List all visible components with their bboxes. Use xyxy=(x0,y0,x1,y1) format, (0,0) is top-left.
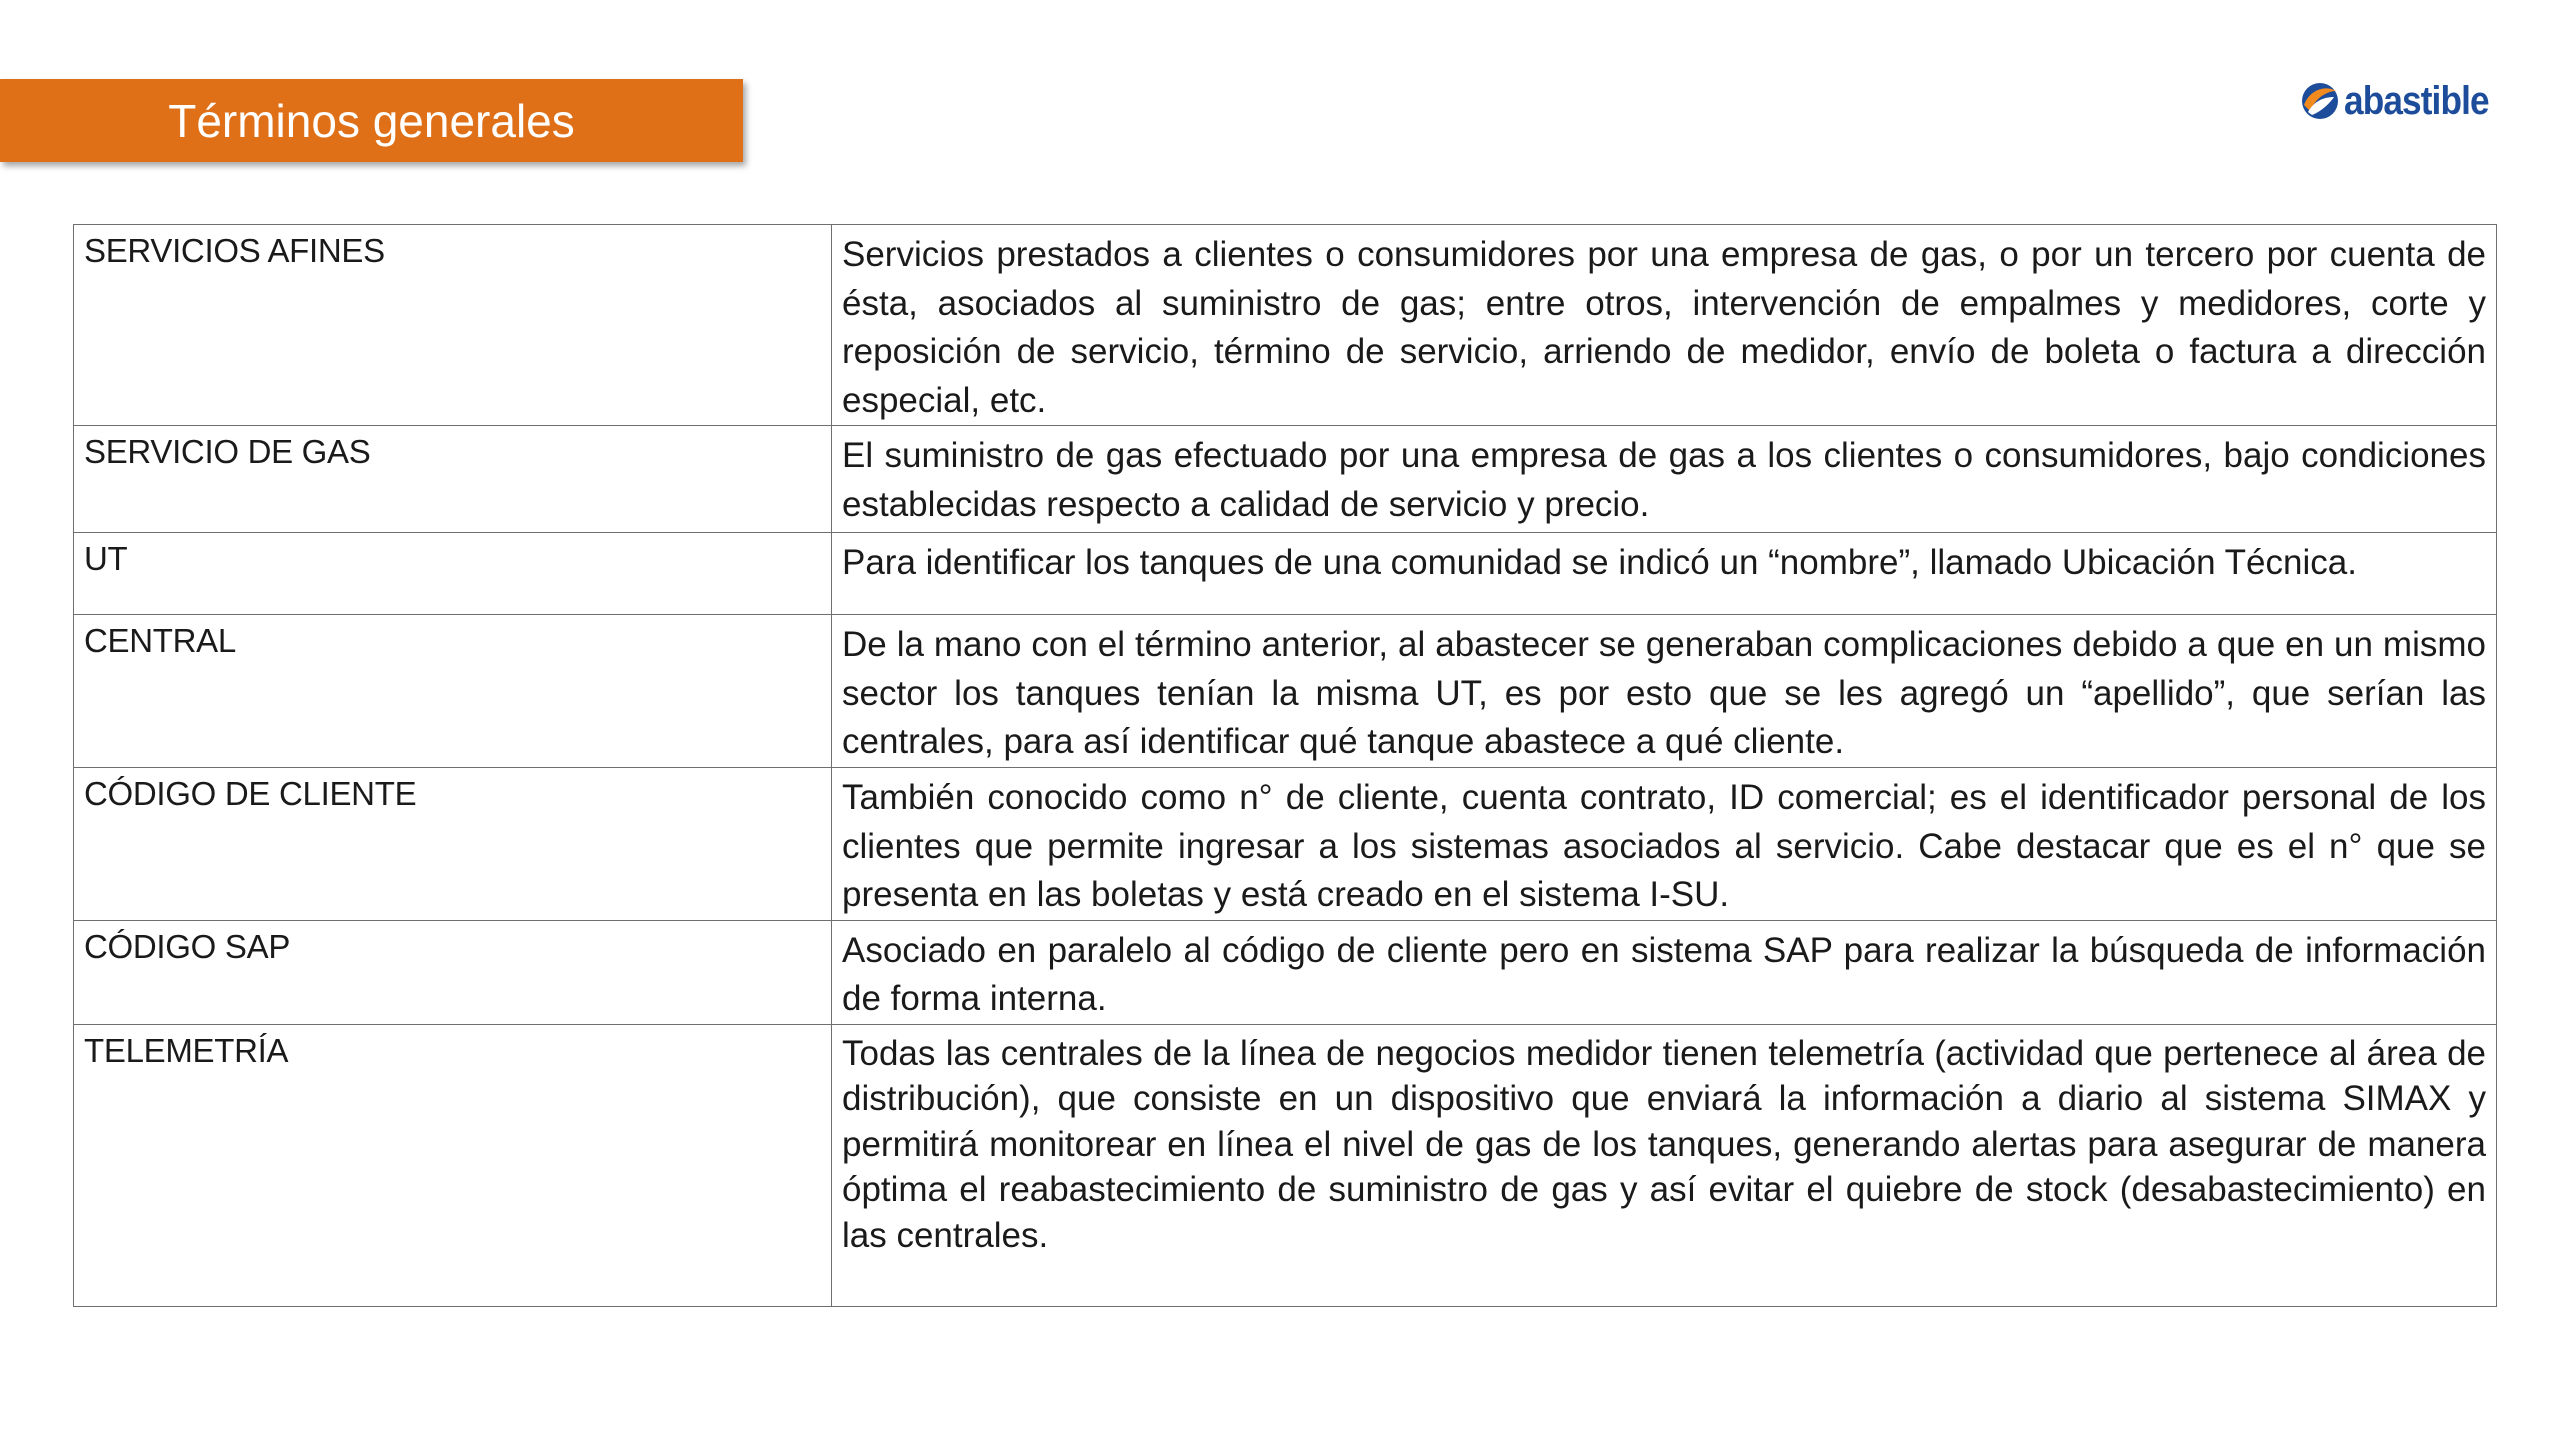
table-row xyxy=(74,225,2497,426)
term-cell: TELEMETRÍA xyxy=(74,1024,832,1306)
definition-cell: Servicios prestados a clientes o consumidores por una empresa de gas, o por un tercero por cuenta de ésta, asociados al suministro de gas; entre otros, intervención de empalmes y medidores, corte y reposición de servicio, término de servicio, arriendo de medidor, envío de boleta o factura a dirección especial, etc. xyxy=(832,225,2497,426)
table-row xyxy=(74,920,2497,1024)
term-cell: CÓDIGO SAP xyxy=(74,920,832,1024)
term-cell: CÓDIGO DE CLIENTE xyxy=(74,768,832,921)
definition-cell: De la mano con el término anterior, al abastecer se generaban complicaciones debido a que en un mismo sector los tanques tenían la misma UT, es por esto que se les agregó un “apellido”, que serían las centrales, para así identificar qué tanque abastece a qué cliente. xyxy=(832,615,2497,768)
table-row xyxy=(74,768,2497,921)
definition-cell: Asociado en paralelo al código de cliente pero en sistema SAP para realizar la búsqueda de información de forma interna. xyxy=(832,920,2497,1024)
abastible-logo-icon xyxy=(2300,81,2340,121)
table-row xyxy=(74,426,2497,533)
table-row xyxy=(74,615,2497,768)
definition-cell: El suministro de gas efectuado por una empresa de gas a los clientes o consumidores, bajo condiciones establecidas respecto a calidad de servicio y precio. xyxy=(832,426,2497,533)
brand-logo xyxy=(2300,78,2508,124)
table-row xyxy=(74,533,2497,615)
title-banner xyxy=(0,79,743,162)
term-cell: UT xyxy=(74,533,832,615)
page-title: Términos generales xyxy=(168,94,575,147)
term-cell: SERVICIO DE GAS xyxy=(74,426,832,533)
term-cell: SERVICIOS AFINES xyxy=(74,225,832,426)
logo-wordmark: abastible xyxy=(2344,78,2489,123)
terms-table xyxy=(73,224,2497,1307)
definition-cell: También conocido como n° de cliente, cuenta contrato, ID comercial; es el identificador personal de los clientes que permite ingresar a los sistemas asociados al servicio. Cabe destacar que es el n° que se presenta en las boletas y está creado en el sistema I-SU. xyxy=(832,768,2497,921)
term-cell: CENTRAL xyxy=(74,615,832,768)
table-row xyxy=(74,1024,2497,1306)
definition-cell: Para identificar los tanques de una comunidad se indicó un “nombre”, llamado Ubicación Técnica. xyxy=(832,533,2497,615)
definition-cell: Todas las centrales de la línea de negocios medidor tienen telemetría (actividad que pertenece al área de distribución), que consiste en un dispositivo que enviará la información a diario al sistema SIMAX y permitirá monitorear en línea el nivel de gas de los tanques, generando alertas para asegurar de manera óptima el reabastecimiento de suministro de gas y así evitar el quiebre de stock (desabastecimiento) en las centrales. xyxy=(832,1024,2497,1306)
